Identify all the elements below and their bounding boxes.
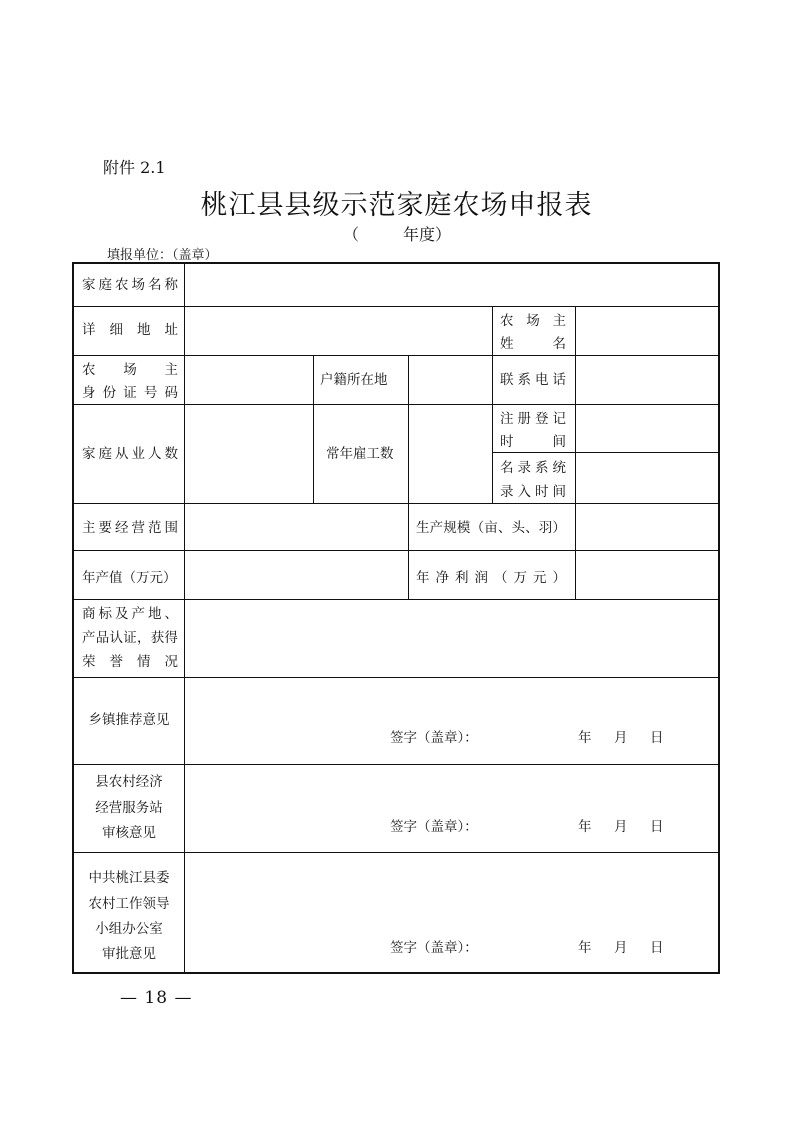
col-divider — [408, 503, 409, 599]
trademark-label-1: 商 标 及 产 地 、 — [82, 606, 178, 622]
party-office-label-3: 小组办公室 — [95, 921, 163, 937]
row-divider — [74, 677, 718, 678]
row-divider — [74, 550, 718, 551]
annual-output-label: 年产值（万元） — [82, 570, 177, 586]
row-divider — [74, 764, 718, 765]
net-profit-label: 年 净 利 润 （ 万 元 ） — [416, 570, 566, 586]
township-date-day: 日 — [650, 730, 664, 746]
county-sign-label: 签字（盖章）： — [390, 819, 478, 835]
col-divider — [184, 264, 185, 972]
phone-label: 联 系 电 话 — [500, 372, 566, 388]
col-divider — [575, 306, 576, 599]
township-date-month: 月 — [614, 730, 628, 746]
address-label: 详 细 地 址 — [82, 322, 178, 338]
county-station-label-2: 经营服务站 — [95, 800, 163, 816]
row-divider — [74, 306, 718, 307]
registration-time-label-1: 注 册 登 记 — [500, 411, 566, 427]
year-label: 年度） — [403, 225, 452, 244]
family-workers-label: 家 庭 从 业 人 数 — [82, 446, 178, 462]
owner-name-label-1: 农 场 主 — [500, 313, 566, 329]
row-divider — [74, 852, 718, 853]
row-divider — [74, 355, 718, 356]
township-sign-label: 签字（盖章）： — [390, 730, 478, 746]
row-divider — [74, 503, 718, 504]
registration-time-label-2: 时 间 — [500, 434, 566, 450]
owner-id-label-2: 身 份 证 号 码 — [82, 385, 178, 401]
party-office-label-1: 中共桃江县委 — [88, 870, 170, 886]
reporting-unit-label: 填报单位：（盖章） — [107, 248, 218, 263]
county-date-day: 日 — [650, 819, 664, 835]
directory-time-label-2: 录 入 时 间 — [500, 484, 566, 500]
trademark-label-2: 产 品 认 证 ， 获 得 — [82, 630, 178, 646]
county-date-month: 月 — [614, 819, 628, 835]
owner-id-label-1: 农 场 主 — [82, 362, 178, 378]
owner-name-label-2: 姓 名 — [500, 336, 566, 352]
page-title: 桃江县县级示范家庭农场申报表 — [200, 190, 593, 221]
page-number: — 18 — — [120, 988, 193, 1008]
directory-time-label-1: 名 录 系 统 — [500, 460, 566, 476]
county-date-year: 年 — [578, 819, 592, 835]
party-date-day: 日 — [650, 940, 664, 956]
col-divider — [313, 355, 314, 503]
party-date-year: 年 — [578, 940, 592, 956]
household-location-label: 户籍所在地 — [320, 372, 388, 388]
attachment-label: 附件 2.1 — [103, 158, 166, 177]
production-scale-label: 生 产 规 模 （ 亩 、 头 、 羽 ） — [416, 520, 566, 536]
trademark-label-3: 荣 誉 情 况 — [82, 654, 178, 670]
township-opinion-label: 乡镇推荐意见 — [88, 712, 170, 728]
col-divider — [408, 355, 409, 503]
county-station-label-1: 县农村经济 — [95, 774, 163, 790]
year-open-paren: （ — [343, 225, 360, 244]
party-date-month: 月 — [614, 940, 628, 956]
application-form-table — [72, 262, 720, 974]
party-sign-label: 签字（盖章）： — [390, 940, 478, 956]
farm-name-label: 家 庭 农 场 名 称 — [82, 277, 178, 293]
county-station-label-3: 审核意见 — [102, 825, 156, 841]
party-office-label-4: 审批意见 — [102, 946, 156, 962]
township-date-year: 年 — [578, 730, 592, 746]
col-divider — [492, 355, 493, 503]
regular-hired-label: 常年雇工数 — [326, 446, 394, 462]
row-divider — [74, 599, 718, 600]
col-divider — [492, 306, 493, 355]
party-office-label-2: 农村工作领导 — [88, 896, 170, 912]
main-business-label: 主 要 经 营 范 围 — [82, 520, 178, 536]
year-line — [343, 222, 452, 245]
